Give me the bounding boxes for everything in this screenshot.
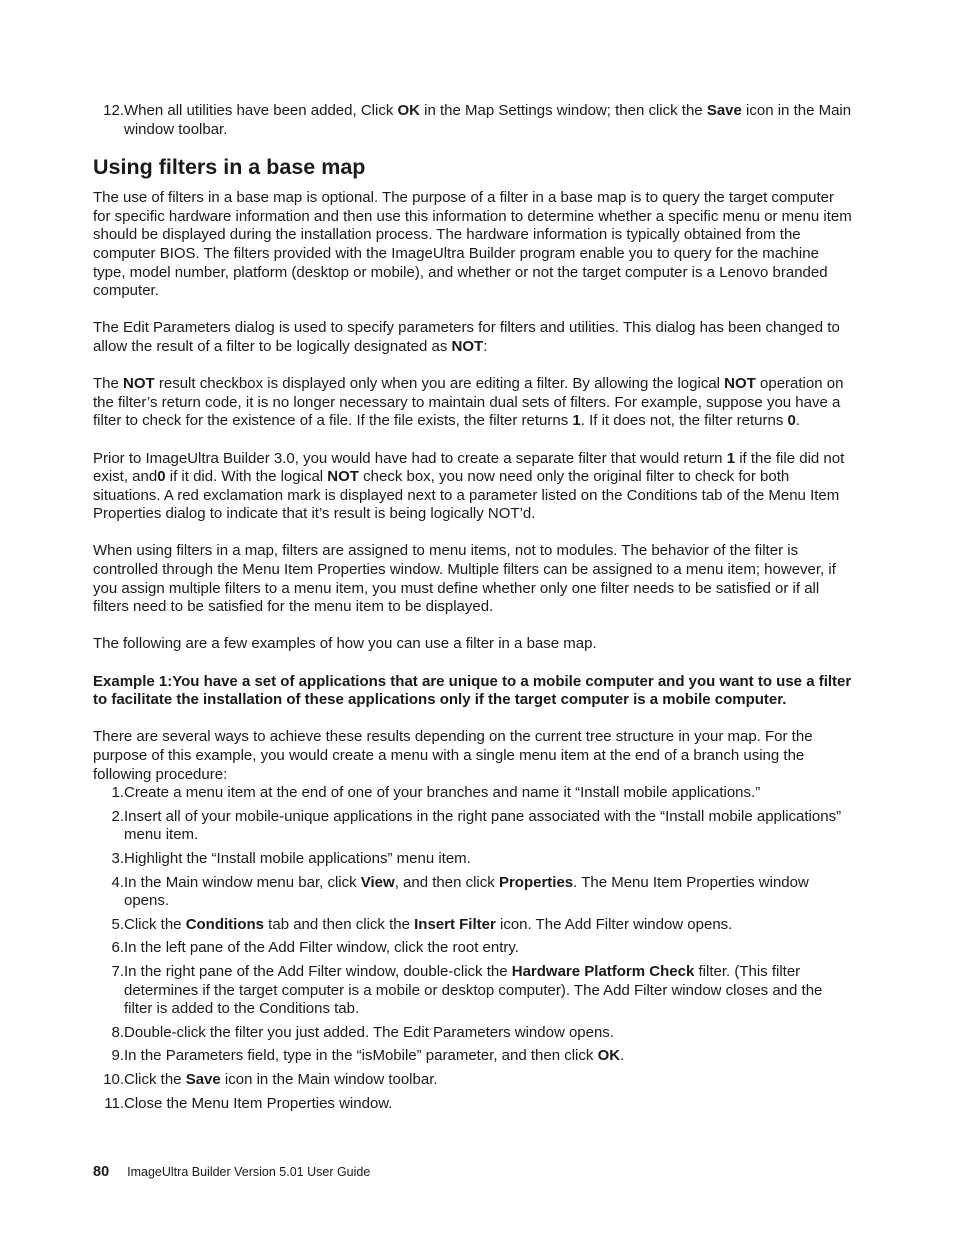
- text-run: . If it does not, the filter returns: [580, 412, 788, 430]
- step-number: 5.: [111, 915, 124, 933]
- step-text: [124, 874, 853, 911]
- text-run: result checkbox is displayed only when you are editing a filter. By allowing the logical: [154, 375, 725, 393]
- text-run: The: [93, 375, 124, 393]
- bold-text: Save: [185, 1070, 221, 1088]
- step-text: [124, 1071, 853, 1090]
- step-text: [124, 1095, 853, 1114]
- bold-text: NOT: [724, 375, 756, 393]
- text-run: The following are a few examples of how you can use a filter in a base map.: [93, 635, 597, 653]
- step-text: [124, 1024, 853, 1043]
- list-item: [93, 874, 853, 911]
- text-run: Click the: [124, 915, 186, 933]
- step-text: [124, 939, 853, 958]
- text-run: In the Main window menu bar, click: [124, 873, 361, 891]
- step-number: 9.: [111, 1047, 124, 1065]
- text-run: operation on the filter’s return code, it is no longer necessary to maintain dual sets of filters. For example, suppose you have a filter to check for the existence of a file. If the file exists, the filter returns: [93, 375, 844, 430]
- list-item: [93, 1024, 853, 1043]
- step-number: 7.: [111, 962, 124, 980]
- step-text: [124, 808, 853, 845]
- text-run: Double-click the filter you just added. The Edit Parameters window opens.: [124, 1023, 614, 1041]
- list-item: [93, 850, 853, 869]
- bold-text: Properties: [498, 873, 574, 891]
- step-number: 2.: [111, 807, 124, 825]
- text-run: .: [620, 1047, 625, 1065]
- section-title: Using filters in a base map: [93, 155, 366, 180]
- step-text: [124, 916, 853, 935]
- page-footer: [93, 1164, 370, 1180]
- bold-text: Save: [706, 102, 742, 119]
- text-run: Create a menu item at the end of one of your branches and name it “Install mobile applications.”: [124, 784, 761, 802]
- text-run: When all utilities have been added, Click: [124, 102, 398, 119]
- bold-text: 0: [157, 468, 166, 486]
- bold-text: 1: [572, 412, 581, 430]
- text-run: . The Menu Item Properties window opens.: [124, 873, 809, 910]
- list-item: [93, 1047, 853, 1066]
- text-run: Highlight the “Install mobile applications” menu item.: [124, 849, 471, 867]
- example-heading: Example 1:You have a set of applications that are unique to a mobile computer and you want to use a filter to facilitate the installation of these applications only if the target computer is a mobile computer.: [93, 672, 852, 709]
- text-run: When using filters in a map, filters are assigned to menu items, not to modules. The behavior of the filter is controlled through the Menu Item Properties window. Multiple filters can be assigned to a menu item; however, if you assign multiple filters to a menu item, you must define whether only one filter needs to be satisfied or if all filters need to be satisfied for the menu item to be displayed.: [93, 542, 836, 616]
- paragraphs: [93, 189, 853, 654]
- bold-text: NOT: [451, 337, 484, 355]
- bold-text: Insert Filter: [414, 915, 496, 933]
- step-number: 3.: [111, 849, 124, 867]
- bold-text: NOT: [327, 468, 359, 486]
- page-number: 80: [93, 1164, 110, 1180]
- text-run: in the Map Settings window; then click the: [420, 102, 707, 119]
- step-text: [124, 1047, 853, 1066]
- text-run: In the left pane of the Add Filter window, click the root entry.: [124, 939, 519, 957]
- bold-text: 1: [726, 449, 736, 467]
- page-body: [93, 102, 853, 1118]
- bold-text: View: [360, 873, 395, 891]
- list-item: [93, 102, 853, 139]
- text-run: icon in the Main window toolbar.: [124, 102, 852, 138]
- step-text: [124, 102, 853, 139]
- text-run: , and then click: [394, 873, 499, 891]
- text-run: Prior to ImageUltra Builder 3.0, you would have had to create a separate filter that would return: [93, 449, 727, 467]
- step-number: 1.: [111, 784, 124, 802]
- text-run: The use of filters in a base map is optional. The purpose of a filter in a base map is to query the target computer for specific hardware information and then use this information to determine whether a specific menu or menu item should be displayed during the installation process. The hardware information is typically obtained from the computer BIOS. The filters provided with the ImageUltra Builder program enable you to query for the machine type, model number, platform (desktop or mobile), and whether or not the target computer is a Lenovo branded computer.: [93, 189, 852, 300]
- paragraph: [93, 319, 853, 356]
- bold-text: OK: [397, 102, 420, 119]
- paragraph: [93, 635, 853, 654]
- document-title: ImageUltra Builder Version 5.01 User Guide: [127, 1165, 371, 1179]
- text-run: filter. (This filter determines if the target computer is a mobile or desktop computer). The Add Filter window closes and the filter is added to the Conditions tab.: [124, 962, 823, 1018]
- text-run: tab and then click the: [264, 915, 415, 933]
- list-item: [93, 916, 853, 935]
- bold-text: 0: [787, 412, 796, 430]
- list-item: [93, 963, 853, 1019]
- procedure-steps: [93, 784, 853, 1113]
- step-number: 11.: [104, 1094, 124, 1112]
- list-item: [93, 808, 853, 845]
- text-run: if the file did not exist, and: [93, 449, 845, 486]
- text-run: icon in the Main window toolbar.: [220, 1070, 438, 1088]
- text-run: Insert all of your mobile-unique applications in the right pane associated with the “Install mobile applications” menu item.: [124, 807, 842, 844]
- paragraph: [93, 542, 853, 616]
- paragraph: [93, 189, 853, 301]
- text-run: Click the: [124, 1070, 186, 1088]
- list-item: [93, 784, 853, 803]
- text-run: check box, you now need only the original filter to check for both situations. A red exclamation mark is displayed next to a parameter listed on the Conditions tab of the Menu Item Properties dialog to indicate that it’s result is being logically NOT’d.: [93, 468, 840, 523]
- step-number: 6.: [111, 939, 124, 957]
- bold-text: Hardware Platform Check: [511, 962, 695, 980]
- paragraph: [93, 375, 853, 431]
- top-step-list: [93, 102, 853, 139]
- example-intro: There are several ways to achieve these results depending on the current tree structure in your map. For the purpose of this example, you would create a menu with a single menu item at the end of a branch using the following procedure:: [93, 728, 813, 783]
- step-text: [124, 963, 853, 1019]
- text-run: icon. The Add Filter window opens.: [495, 915, 733, 933]
- list-item: [93, 1095, 853, 1114]
- text-run: if it did. With the logical: [165, 468, 328, 486]
- step-number: 12.: [103, 102, 124, 119]
- step-number: 8.: [111, 1023, 124, 1041]
- bold-text: NOT: [123, 375, 155, 393]
- text-run: In the right pane of the Add Filter window, double-click the: [124, 962, 512, 980]
- text-run: .: [795, 412, 801, 430]
- bold-text: OK: [597, 1047, 621, 1065]
- step-number: 10.: [103, 1070, 124, 1088]
- step-text: [124, 850, 853, 869]
- text-run: Close the Menu Item Properties window.: [124, 1094, 393, 1112]
- text-run: The Edit Parameters dialog is used to specify parameters for filters and utilities. This dialog has been changed to allow the result of a filter to be logically designated as: [93, 319, 840, 355]
- list-item: [93, 939, 853, 958]
- text-run: :: [483, 337, 488, 355]
- paragraph: [93, 450, 853, 524]
- text-run: In the Parameters field, type in the “isMobile” parameter, and then click: [124, 1047, 598, 1065]
- step-text: [124, 784, 853, 803]
- bold-text: Conditions: [185, 915, 265, 933]
- step-number: 4.: [111, 873, 124, 891]
- list-item: [93, 1071, 853, 1090]
